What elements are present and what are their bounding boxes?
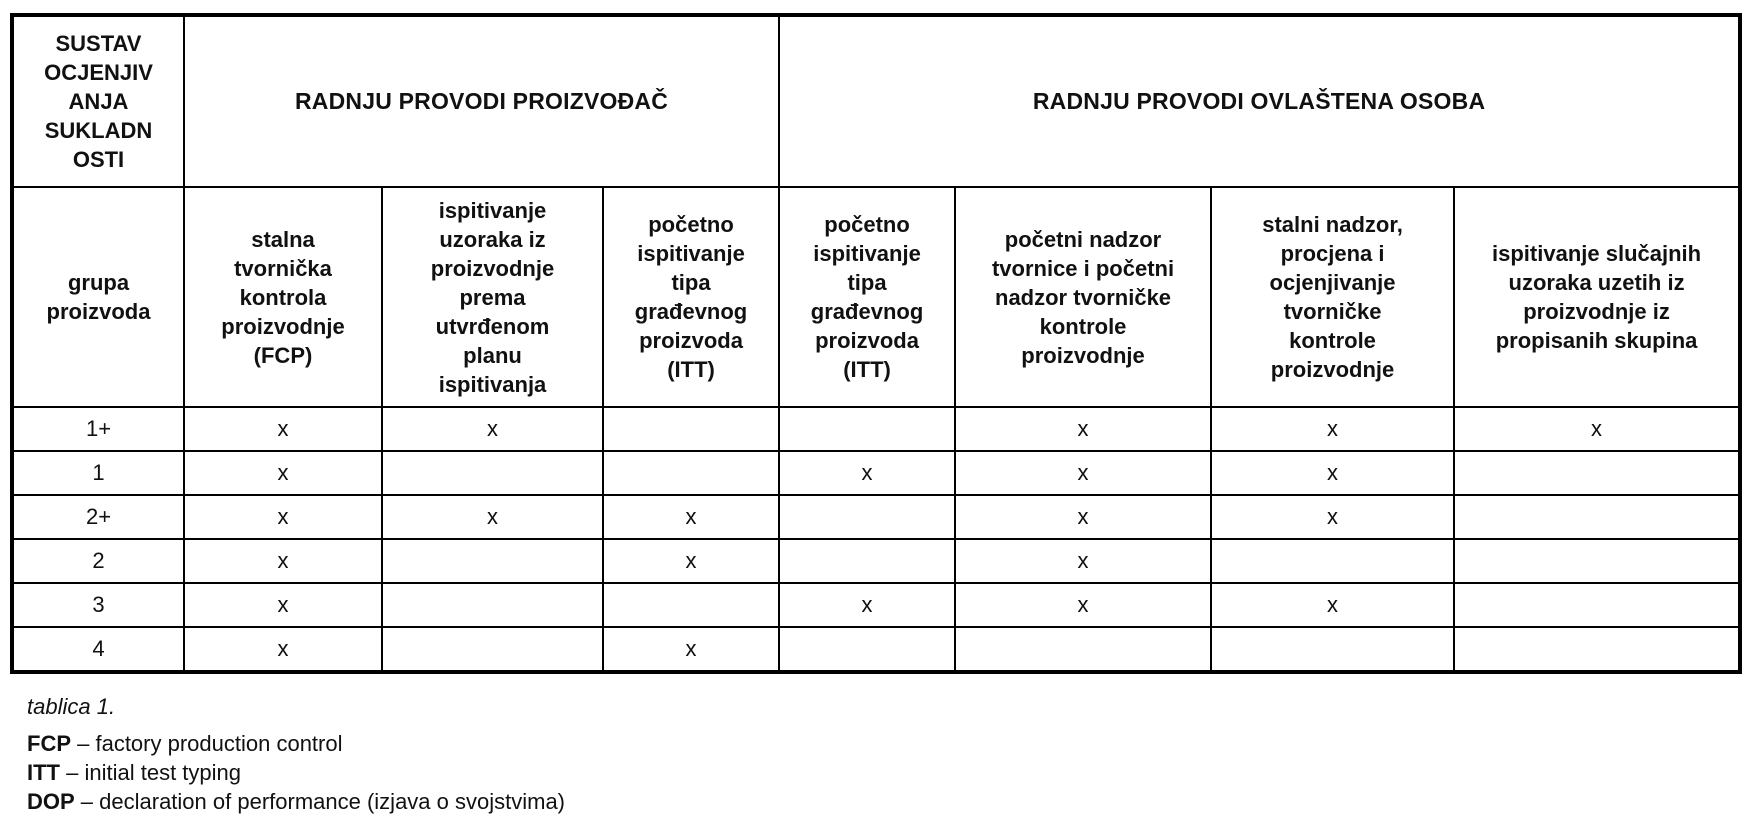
table-cell	[1454, 539, 1740, 583]
table-cell: x	[1211, 407, 1454, 451]
table-cell: x	[1211, 583, 1454, 627]
table-cell	[382, 539, 603, 583]
group-header-notified-body: RADNJU PROVODI OVLAŠTENA OSOBA	[779, 15, 1740, 187]
row-group-label: 2+	[12, 495, 184, 539]
table-cell: x	[603, 627, 779, 672]
column-header-7: ispitivanje slučajnih uzoraka uzetih iz proizvodnje iz propisanih skupina	[1454, 187, 1740, 407]
table-cell: x	[955, 583, 1211, 627]
legend-text: declaration of performance (izjava o svojstvima)	[99, 789, 566, 814]
table-caption: tablica 1.	[27, 694, 116, 719]
legend-item-itt	[27, 760, 241, 786]
table-cell: x	[603, 539, 779, 583]
table-row	[12, 583, 1740, 627]
row-group-label: 3	[12, 583, 184, 627]
column-header-1: stalna tvornička kontrola proizvodnje (FCP)	[184, 187, 382, 407]
table-cell	[382, 583, 603, 627]
group-header-manufacturer: RADNJU PROVODI PROIZVOĐAČ	[184, 15, 779, 187]
table-row	[12, 407, 1740, 451]
table-cell: x	[184, 583, 382, 627]
row-group-label: 1+	[12, 407, 184, 451]
table-cell: x	[382, 495, 603, 539]
column-header-5: početni nadzor tvornice i početni nadzor tvorničke kontrole proizvodnje	[955, 187, 1211, 407]
table-cell	[779, 407, 955, 451]
legend-text: factory production control	[95, 731, 343, 756]
table-row	[12, 627, 1740, 672]
table-cell	[779, 627, 955, 672]
table-cell: x	[184, 627, 382, 672]
table-cell: x	[955, 495, 1211, 539]
legend-separator: –	[71, 731, 96, 756]
table-cell: x	[955, 451, 1211, 495]
table-cell: x	[955, 407, 1211, 451]
table-cell: x	[184, 407, 382, 451]
table-row	[12, 539, 1740, 583]
column-header-2: ispitivanje uzoraka iz proizvodnje prema utvrđenom planu ispitivanja	[382, 187, 603, 407]
table-cell: x	[184, 451, 382, 495]
legend-text: initial test typing	[84, 760, 241, 785]
corner-header: SUSTAV OCJENJIV ANJA SUKLADN OSTI	[12, 15, 184, 187]
table-cell: x	[1211, 495, 1454, 539]
table-cell	[382, 451, 603, 495]
table-cell: x	[1211, 451, 1454, 495]
table-cell	[1211, 627, 1454, 672]
table-cell	[603, 583, 779, 627]
table-cell: x	[779, 451, 955, 495]
column-header-6: stalni nadzor, procjena i ocjenjivanje tvorničke kontrole proizvodnje	[1211, 187, 1454, 407]
table-cell: x	[184, 539, 382, 583]
table-cell	[779, 495, 955, 539]
legend-separator: –	[60, 760, 85, 785]
table-cell: x	[955, 539, 1211, 583]
table-cell	[779, 539, 955, 583]
table-cell: x	[1454, 407, 1740, 451]
table-cell	[1454, 451, 1740, 495]
table-cell	[1211, 539, 1454, 583]
column-header-4: početno ispitivanje tipa građevnog proizvoda (ITT)	[779, 187, 955, 407]
column-header-3: početno ispitivanje tipa građevnog proizvoda (ITT)	[603, 187, 779, 407]
table-cell	[1454, 583, 1740, 627]
column-header-product-group: grupa proizvoda	[12, 187, 184, 407]
table-cell	[1454, 495, 1740, 539]
table-cell: x	[603, 495, 779, 539]
table-cell	[382, 627, 603, 672]
table-cell	[603, 407, 779, 451]
table-cell: x	[779, 583, 955, 627]
row-group-label: 4	[12, 627, 184, 672]
table-row	[12, 451, 1740, 495]
table-cell	[1454, 627, 1740, 672]
legend-separator: –	[74, 789, 100, 814]
legend-item-dop	[27, 789, 565, 815]
table-cell	[955, 627, 1211, 672]
legend-abbr: FCP	[27, 731, 71, 756]
legend-abbr: ITT	[27, 760, 60, 785]
conformity-assessment-table	[10, 13, 1742, 674]
table-row	[12, 495, 1740, 539]
header-row-columns	[12, 187, 1740, 407]
row-group-label: 2	[12, 539, 184, 583]
row-group-label: 1	[12, 451, 184, 495]
legend-item-fcp	[27, 731, 343, 757]
table-cell: x	[382, 407, 603, 451]
header-row-groups	[12, 15, 1740, 187]
table-cell: x	[184, 495, 382, 539]
table-cell	[603, 451, 779, 495]
legend-abbr: DOP	[27, 789, 75, 814]
